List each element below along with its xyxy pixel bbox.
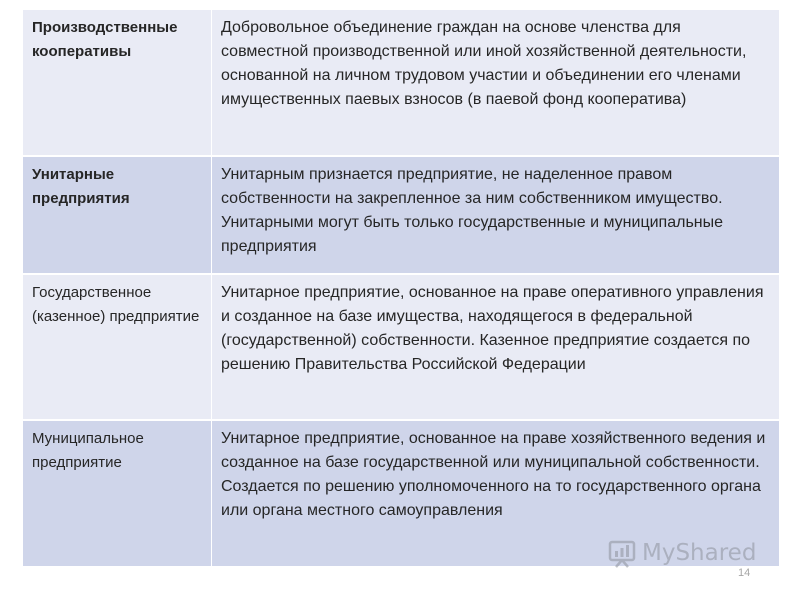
- table-row: [23, 274, 780, 420]
- definition-cell: Унитарное предприятие, основанное на праве оперативного управления и созданное на базе имущества, находящегося в федеральной (государственной) собственности. Казенное предприятие создается по решению Правительства Российской Федерации: [212, 274, 780, 420]
- definitions-table: [22, 10, 780, 566]
- table-row: [23, 156, 780, 274]
- term-cell: Муниципальное предприятие: [23, 420, 212, 566]
- definitions-table-container: [22, 10, 779, 566]
- myshared-watermark: [608, 536, 756, 570]
- term-cell: Производственные кооперативы: [23, 10, 212, 156]
- table-row: [23, 10, 780, 156]
- watermark-text: MyShared: [642, 540, 757, 566]
- definition-cell: Унитарное предприятие, основанное на праве хозяйственного ведения и созданное на базе государственной или муниципальной собственности. Создается по решению уполномоченного на то государственного органа или органа местного самоуправления: [212, 420, 780, 566]
- term-cell: Государственное (казенное) предприятие: [23, 274, 212, 420]
- page-number: 14: [738, 567, 751, 579]
- definition-cell: Добровольное объединение граждан на основе членства для совместной производственной или иной хозяйственной деятельности, основанной на личном трудовом участии и объединении его членами имущественных паевых взносов (в паевой фонд кооператива): [212, 10, 780, 156]
- myshared-logo-icon: [608, 538, 636, 568]
- definition-cell: Унитарным признается предприятие, не наделенное правом собственности на закрепленное за ним собственником имущество. Унитарными могут быть только государственные и муниципальные предприятия: [212, 156, 780, 274]
- term-cell: Унитарные предприятия: [23, 156, 212, 274]
